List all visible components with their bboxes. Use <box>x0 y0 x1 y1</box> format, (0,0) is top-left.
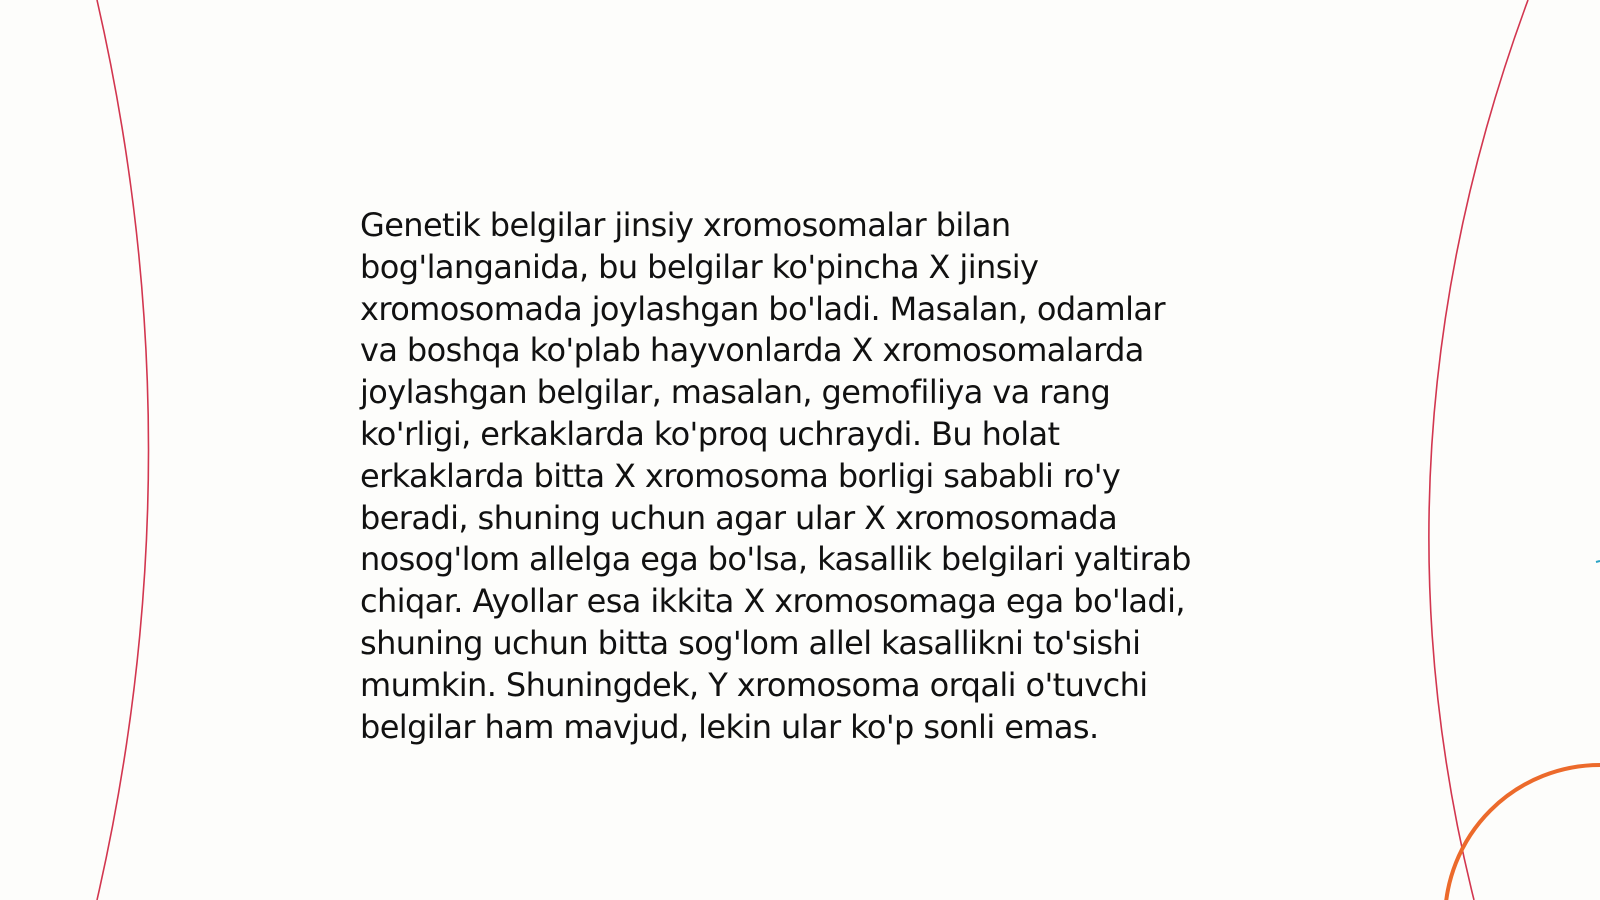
body-paragraph: Genetik belgilar jinsiy xromosomalar bilan bog'langanida, bu belgilar ko'pincha X jinsiy xromosomada joylashgan bo'ladi. Masalan, odamlar va boshqa ko'plab hayvonlarda X xromosomalarda joylashgan belgilar, masalan, gemofiliya va rang ko'rligi, erkaklarda ko'proq uchraydi. Bu holat erkaklarda bitta X xromosoma borligi sababli ro'y beradi, shuning uchun agar ular X xromosomada nosog'lom allelga ega bo'lsa, kasallik belgilari yaltirab chiqar. Ayollar esa ikkita X xromosomaga ega bo'ladi, shuning uchun bitta sog'lom allel kasallikni to'sishi mumkin. Shuningdek, Y xromosoma orqali o'tuvchi belgilar ham mavjud, lekin ular ko'p sonli emas. <box>360 206 1191 746</box>
right-curve-decoration <box>1429 0 1528 900</box>
orange-circle-decoration <box>1445 765 1600 900</box>
blue-tick-decoration <box>1596 561 1600 562</box>
left-curve-decoration <box>97 0 149 900</box>
